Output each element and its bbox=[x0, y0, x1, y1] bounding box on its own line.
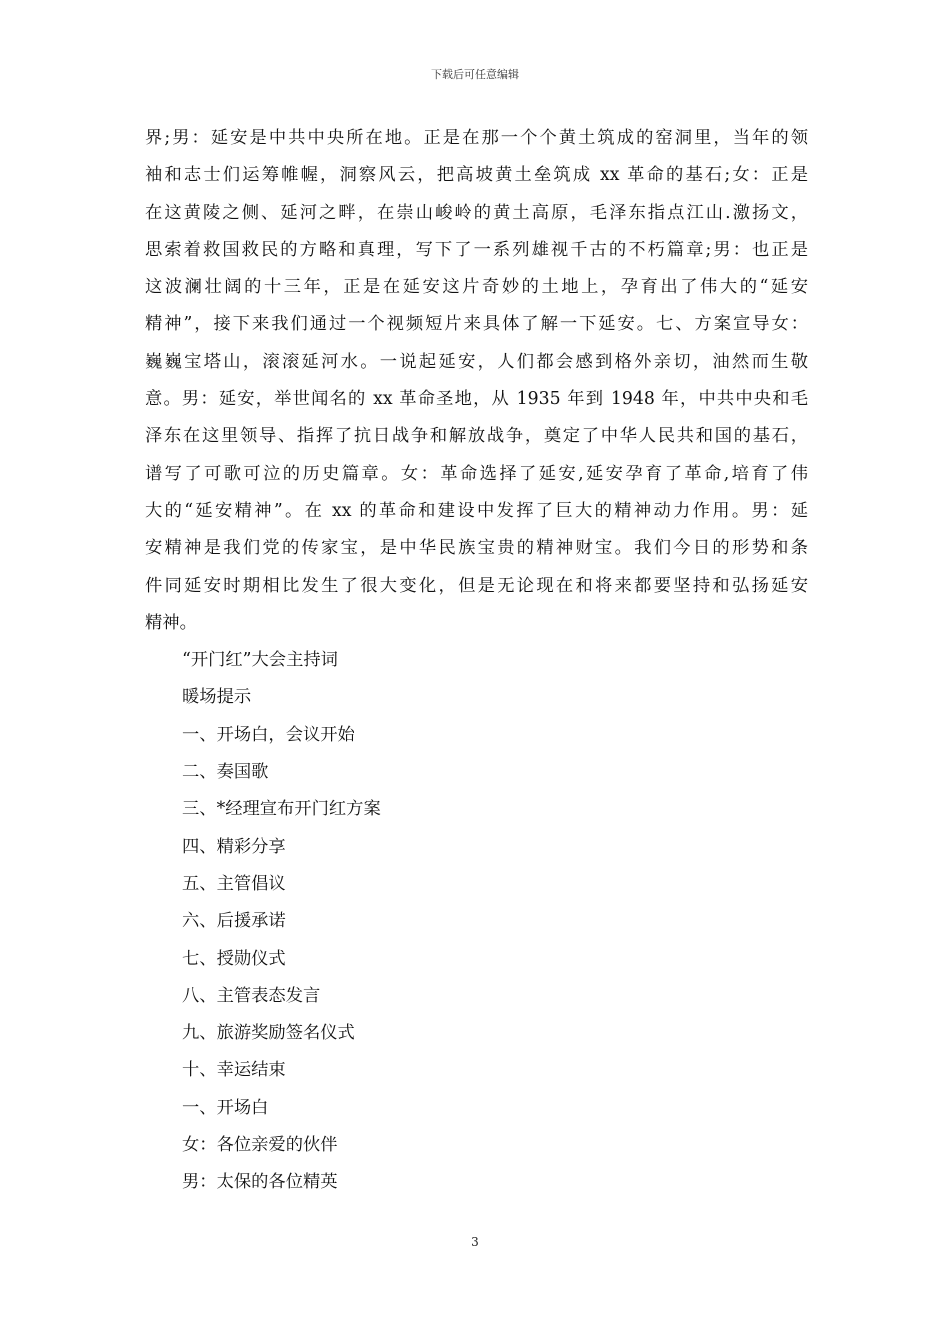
paragraph-line: 谱写了可歌可泣的历史篇章。女：革命选择了延安,延安孕育了革命,培育了伟 bbox=[145, 463, 808, 484]
dialogue-line: 男：太保的各位精英 bbox=[182, 1172, 338, 1193]
list-item: 三、*经理宣布开门红方案 bbox=[182, 799, 381, 820]
paragraph-line: 件同延安时期相比发生了很大变化，但是无论现在和将来都要坚持和弘扬延安 bbox=[145, 575, 808, 596]
list-item: 七、授勋仪式 bbox=[182, 948, 286, 969]
list-item: 一、开场白，会议开始 bbox=[182, 724, 355, 745]
list-item: 二、奏国歌 bbox=[182, 762, 269, 783]
page-number: 3 bbox=[471, 1235, 479, 1249]
paragraph-line: 袖和志士们运筹帷幄，洞察风云，把高坡黄土垒筑成 xx 革命的基石;女：正是 bbox=[145, 165, 808, 186]
paragraph-line: 在这黄陵之侧、延河之畔，在崇山峻岭的黄土高原，毛泽东指点江山.激扬文， bbox=[145, 202, 808, 223]
paragraph-line: 精神”，接下来我们通过一个视频短片来具体了解一下延安。七、方案宣导女： bbox=[145, 314, 808, 335]
list-item: 五、主管倡议 bbox=[182, 873, 286, 894]
paragraph-line: 这波澜壮阔的十三年，正是在延安这片奇妙的土地上，孕育出了伟大的“延安 bbox=[145, 277, 808, 298]
paragraph-line: 意。男：延安，举世闻名的 xx 革命圣地，从 1935 年到 1948 年，中共中央和毛 bbox=[145, 389, 808, 410]
paragraph-line: 安精神是我们党的传家宝，是中华民族宝贵的精神财宝。我们今日的形势和条 bbox=[145, 538, 808, 559]
list-item: 十、幸运结束 bbox=[182, 1060, 286, 1081]
paragraph-line: 大的“延安精神”。在 xx 的革命和建设中发挥了巨大的精神动力作用。男：延 bbox=[145, 500, 808, 521]
paragraph-line: 泽东在这里领导、指挥了抗日战争和解放战争，奠定了中华人民共和国的基石， bbox=[145, 426, 808, 447]
main-paragraph bbox=[145, 120, 808, 642]
list-item: 暖场提示 bbox=[182, 687, 252, 708]
paragraph-line: 界;男：延安是中共中央所在地。正是在那一个个黄土筑成的窑洞里，当年的领 bbox=[145, 128, 808, 148]
list-item: 一、开场白 bbox=[182, 1097, 269, 1118]
dialogue-line: 女：各位亲爱的伙伴 bbox=[182, 1135, 338, 1156]
paragraph-line: 思索着救国救民的方略和真理，写下了一系列雄视千古的不朽篇章;男：也正是 bbox=[145, 239, 808, 260]
page-header: 下载后可任意编辑 bbox=[431, 68, 519, 81]
list-item: 六、后援承诺 bbox=[182, 911, 286, 932]
list-item: 九、旅游奖励签名仪式 bbox=[182, 1023, 355, 1044]
list-item: 八、主管表态发言 bbox=[182, 985, 321, 1006]
paragraph-line: 巍巍宝塔山，滚滚延河水。一说起延安，人们都会感到格外亲切，油然而生敬 bbox=[145, 351, 808, 372]
list-item: 四、精彩分享 bbox=[182, 836, 286, 857]
paragraph-line: 精神。 bbox=[145, 612, 197, 633]
section-title: “开门红”大会主持词 bbox=[182, 650, 338, 671]
document-body bbox=[145, 120, 808, 1202]
